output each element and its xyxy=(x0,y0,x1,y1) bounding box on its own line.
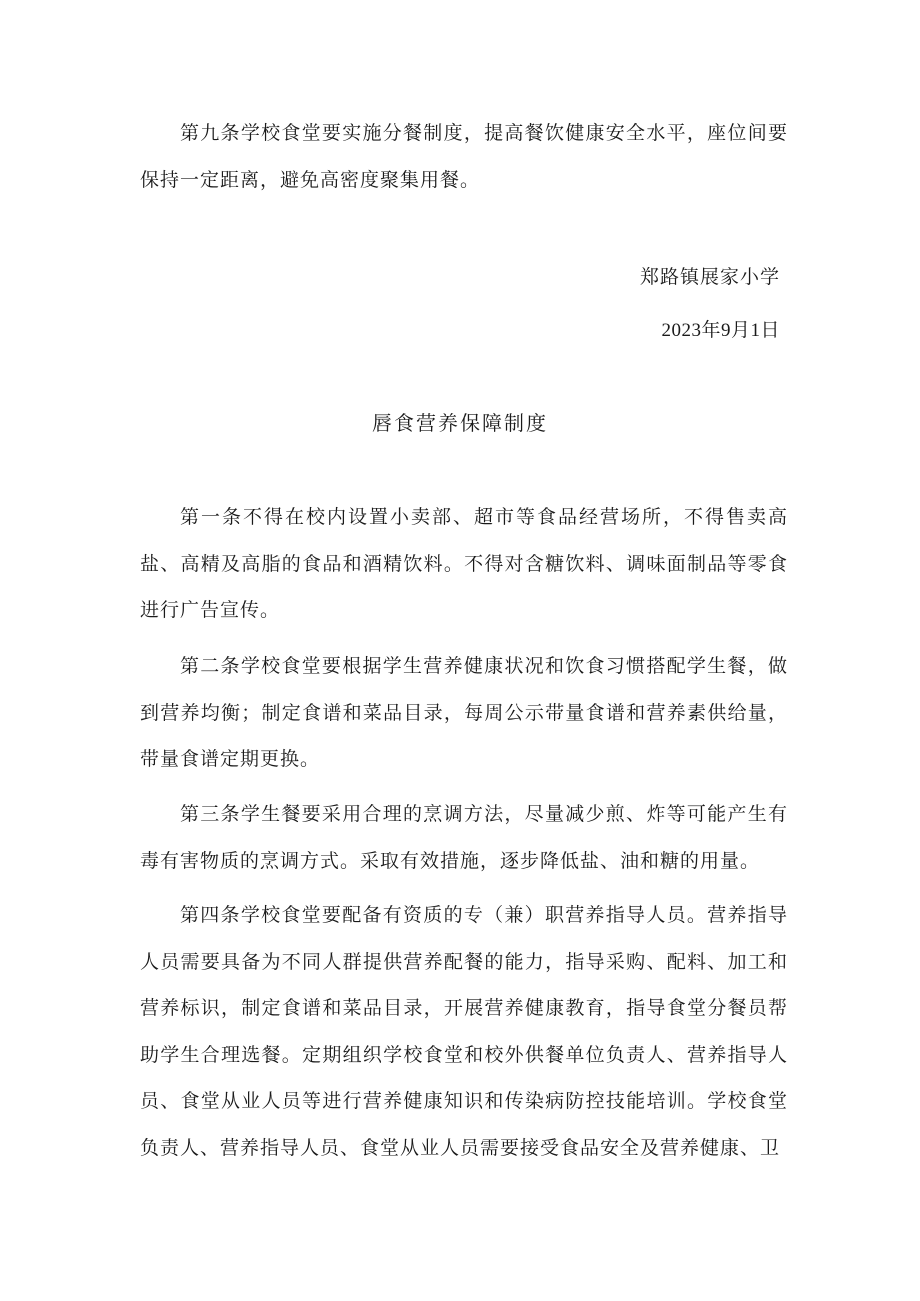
article-1-paragraph: 第一条不得在校内设置小卖部、超市等食品经营场所，不得售卖高盐、高精及高脂的食品和酒精饮料。不得对含糖饮料、调味面制品等零食进行广告宣传。 xyxy=(140,506,788,621)
article-3-paragraph: 第三条学生餐要采用合理的烹调方法，尽量减少煎、炸等可能产生有毒有害物质的烹调方式。采取有效措施，逐步降低盐、油和糖的用量。 xyxy=(140,803,788,872)
article-4-paragraph: 第四条学校食堂要配备有资质的专（兼）职营养指导人员。营养指导人员需要具备为不同人群提供营养配餐的能力，指导采购、配料、加工和营养标识，制定食谱和菜品目录，开展营养健康教育，指导食堂分餐员帮助学生合理选餐。定期组织学校食堂和校外供餐单位负责人、营养指导人员、食堂从业人员等进行营养健康知识和传染病防控技能培训。学校食堂负责人、营养指导人员、食堂从业人员需要接受食品安全及营养健康、卫 xyxy=(140,904,788,1159)
article-9-paragraph: 第九条学校食堂要实施分餐制度，提高餐饮健康安全水平，座位间要保持一定距离，避免高密度聚集用餐。 xyxy=(140,122,788,191)
document-title: 唇食营养保障制度 xyxy=(372,411,548,435)
signature-date: 2023年9月1日 xyxy=(661,320,780,341)
signature-organization: 郑路镇展家小学 xyxy=(639,266,780,288)
article-2-paragraph: 第二条学校食堂要根据学生营养健康状况和饮食习惯搭配学生餐，做到营养均衡；制定食谱和菜品目录，每周公示带量食谱和营养素供给量，带量食谱定期更换。 xyxy=(140,655,788,770)
